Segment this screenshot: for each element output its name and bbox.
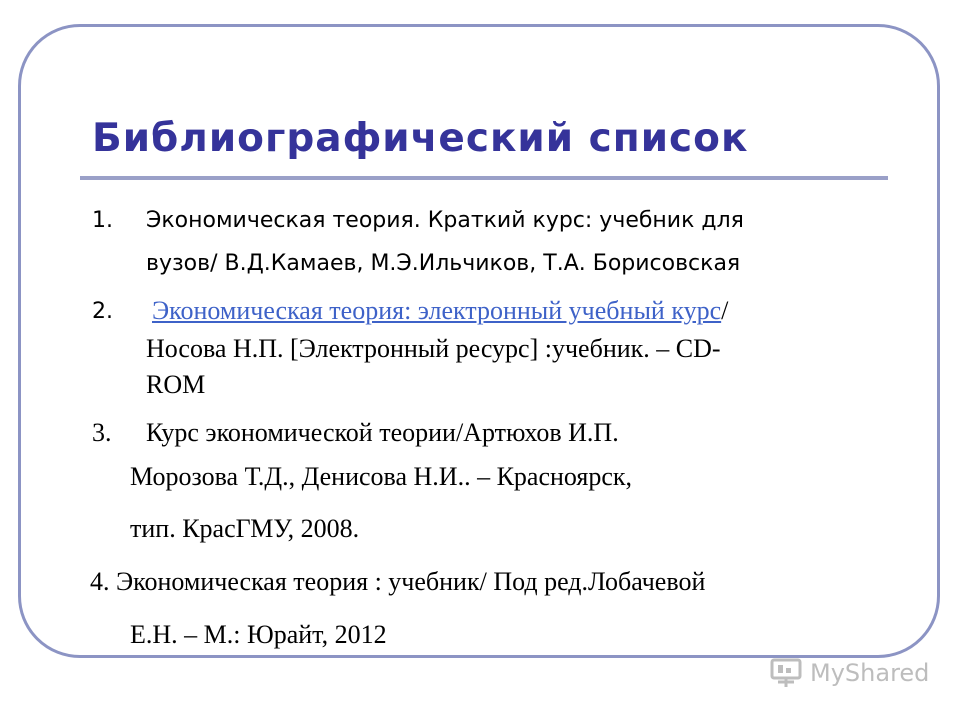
slide-title: Библиографический список bbox=[92, 116, 749, 161]
item-2-number: 2. bbox=[92, 299, 113, 324]
item-3-line-3: тип. КрасГМУ, 2008. bbox=[130, 514, 360, 543]
item-2-line-2: Носова Н.П. [Электронный ресурс] :учебник. – CD- bbox=[146, 334, 721, 363]
item-3-line-1: Курс экономической теории/Артюхов И.П. bbox=[146, 418, 619, 447]
watermark-text: MyShared bbox=[810, 659, 930, 687]
item-1-line-1: Экономическая теория. Краткий курс: учебник для bbox=[146, 208, 744, 233]
item-3-line-2: Морозова Т.Д., Денисова Н.И.. – Красноярск, bbox=[130, 462, 633, 491]
item-1-line-2: вузов/ В.Д.Камаев, М.Э.Ильчиков, Т.А. Борисовская bbox=[146, 251, 741, 276]
item-4-line-2: Е.Н. – М.: Юрайт, 2012 bbox=[130, 620, 387, 649]
item-2-link[interactable]: Экономическая теория: электронный учебный курс bbox=[152, 296, 722, 325]
presentation-board-icon bbox=[768, 657, 804, 689]
item-4-line-1: 4. Экономическая теория : учебник/ Под ред.Лобачевой bbox=[90, 567, 706, 596]
item-2-line-3: ROM bbox=[146, 370, 206, 399]
item-2-slash: / bbox=[721, 296, 729, 325]
item-2-line-1 bbox=[152, 296, 728, 326]
title-underline bbox=[80, 176, 888, 180]
watermark bbox=[768, 656, 929, 690]
item-1-number: 1. bbox=[92, 208, 113, 233]
item-3-number: 3. bbox=[92, 418, 112, 447]
